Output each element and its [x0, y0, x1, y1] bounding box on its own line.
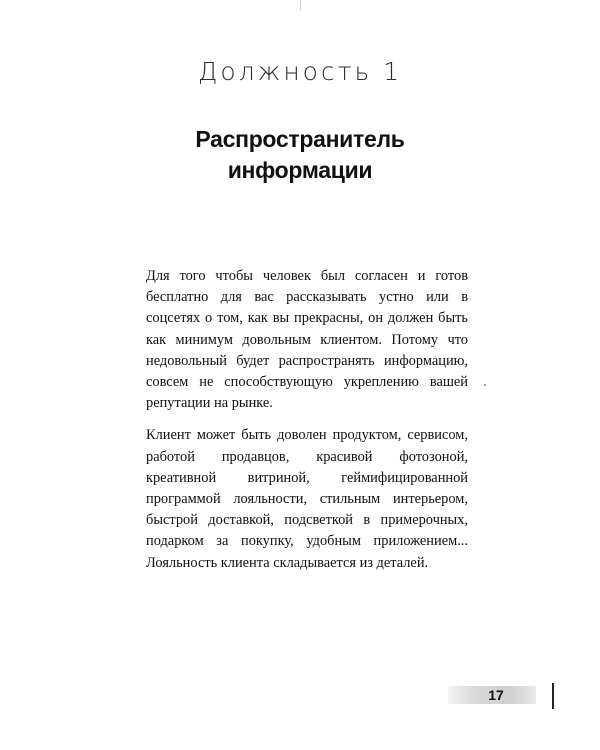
scan-speck	[484, 384, 486, 386]
paragraph: Для того чтобы человек был согласен и готов бесплатно для вас рассказывать устно или в соцсетях о том, как вы прекрасны, он должен быть как минимум довольным клиентом. Потому что недовольный будет распространять информацию, совсем не способствующую укреплению вашей репутации на рынке.	[146, 268, 468, 412]
chapter-title-line-2: информации	[227, 157, 373, 183]
page-edge-line	[552, 683, 554, 709]
chapter-title-line-1: Распространитель	[195, 126, 405, 152]
page-number: 17	[488, 687, 504, 703]
top-edge-mark	[300, 0, 301, 10]
paragraph: Клиент может быть доволен продуктом, сервисом, работой продавцов, красивой фотозоной, креативной витриной, геймифицированной программой лояльности, стильным интерьером, быстрой доставкой, подсветкой в примерочных, подарком за покупку, удобным приложением... Лояльность клиента складывается из деталей.	[146, 427, 468, 571]
body-text	[146, 266, 468, 585]
chapter-title	[0, 124, 600, 186]
chapter-label: Должность 1	[197, 57, 403, 86]
